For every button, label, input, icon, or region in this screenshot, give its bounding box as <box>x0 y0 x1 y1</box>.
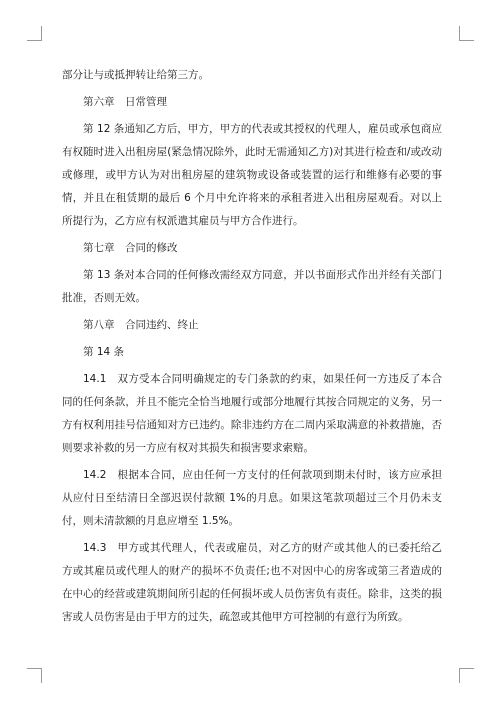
crop-mark-bottom-right <box>459 668 474 683</box>
clause-14-1: 14.1 双方受本合同明确规定的专门条款的约束，如果任何一方违反了本合同的任何条款，并且不能完全恰当地履行或部分地履行其按合同规定的义务，另一方有权利用挂号信通知对方已违约。除非违约方在二周内采取满意的补救措施，否则要求补救的另一方应有权对其损失和损害要求索赔。 <box>62 373 442 454</box>
crop-mark-top-left <box>27 26 42 41</box>
crop-mark-top-right <box>459 26 474 41</box>
document-body <box>62 64 442 633</box>
chapter-8-heading: 第八章 合同违约、终止 <box>83 319 199 331</box>
article-13: 第 13 条对本合同的任何修改需经双方同意，并以书面形式作出并经有关部门批准，否则无效。 <box>62 269 442 304</box>
paragraph-continuation: 部分让与或抵押转让给第三方。 <box>62 69 209 81</box>
clause-14-2: 14.2 根据本合同，应由任何一方支付的任何款项到期未付时，该方应承担从应付日至结清日全部迟误付款额 1%的月息。如果这笔款项超过三个月仍未支付，则未清款额的月息应增至 1.5%。 <box>62 469 442 527</box>
article-14-heading: 第 14 条 <box>83 346 125 358</box>
clause-14-3: 14.3 甲方或其代理人，代表或雇员，对乙方的财产或其他人的已委托给乙方或其雇员或代理人的财产的损坏不负责任;也不对因中心的房客或第三者造成的在中心的经营或建筑期间所引起的任何损坏或人员伤害负有责任。除非，这类的损害或人员伤害是由于甲方的过失，疏忽或其他甲方可控制的有意行为所致。 <box>62 542 442 623</box>
chapter-7-heading: 第七章 合同的修改 <box>83 242 178 254</box>
chapter-6-heading: 第六章 日常管理 <box>83 96 167 108</box>
article-12: 第 12 条通知乙方后，甲方，甲方的代表或其授权的代理人，雇员或承包商应有权随时进入出租房屋(紧急情况除外，此时无需通知乙方)对其进行检查和/或改动或修理，或甲方认为对出租房屋的建筑物或设备或装置的运行和维修有必要的事情，并且在租赁期的最后 6 个月中允许将来的承租者进入出租房屋观看。对以上所提行为，乙方应有权派遣其雇员与甲方合作进行。 <box>62 123 442 227</box>
crop-mark-bottom-left <box>27 668 42 683</box>
